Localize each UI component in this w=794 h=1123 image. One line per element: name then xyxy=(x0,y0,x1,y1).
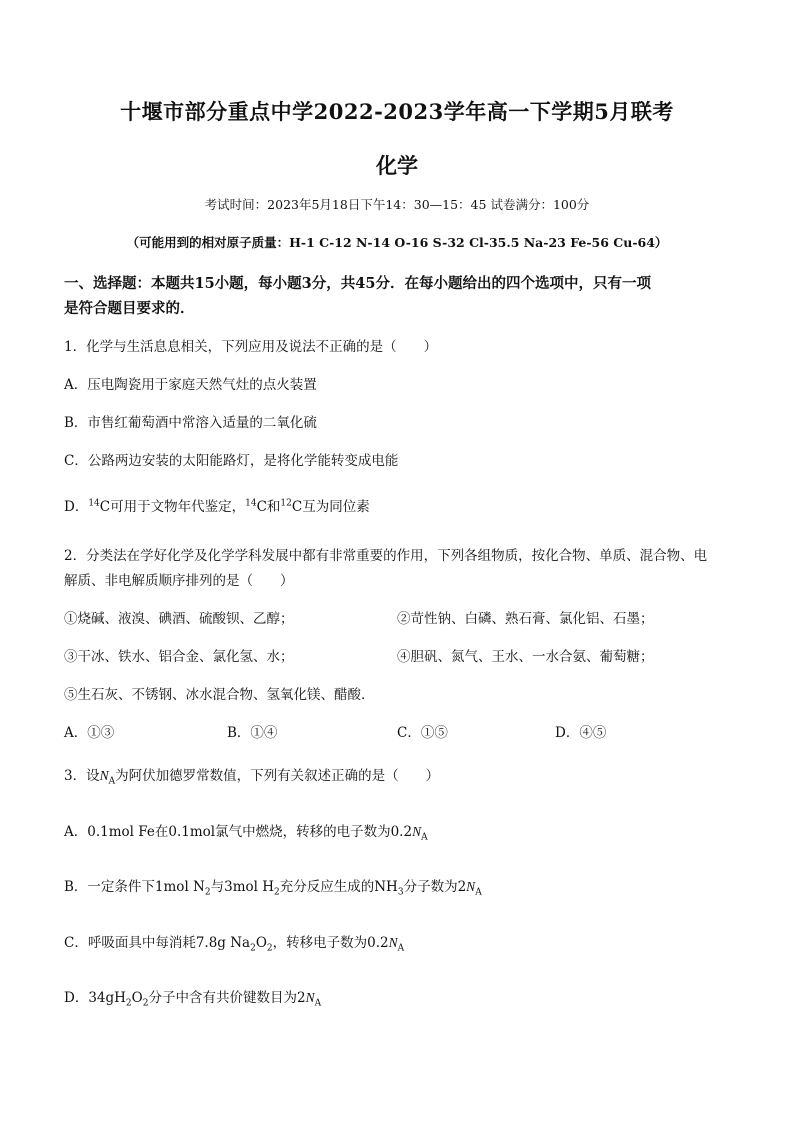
section-heading-line1: 一、选择题：本题共15小题，每小题3分，共45分．在每小题给出的四个选项中，只有一项 xyxy=(64,275,651,292)
q1-option-d: D．$^{14}$C可用于文物年代鉴定，$^{14}$C和$^{12}$C互为同位素 xyxy=(64,498,370,515)
q2-option-b: B．①④ xyxy=(227,725,278,741)
q2-group-1: ①烧碱、液溴、碘酒、硫酸钡、乙醇； xyxy=(64,611,294,627)
q3-option-b: B．一定条件下1mol $N_2$与3mol $H_2$充分反应生成的$NH_3$分子数为$2N_A$ xyxy=(64,879,482,898)
q1-option-c: C．公路两边安装的太阳能路灯，是将化学能转变成电能 xyxy=(64,453,399,469)
q2-stem-line1: 2．分类法在学好化学及化学学科发展中都有非常重要的作用，下列各组物质，按化合物、单质、混合物、电 xyxy=(64,548,708,564)
atomic-masses: （可能用到的相对原子质量：H-1 C-12 N-14 O-16 S-32 Cl-35.5 Na-23 Fe-56 Cu-64） xyxy=(126,235,668,250)
q2-option-d: D．④⑤ xyxy=(555,725,607,741)
q1-stem: 1．化学与生活息息相关，下列应用及说法不正确的是（ ） xyxy=(64,339,438,355)
q3-option-d: D．$34gH_2O_2$分子中含有共价键数目为$2N_A$ xyxy=(64,990,322,1009)
q1-option-b: B．市售红葡萄酒中常溶入适量的二氧化硫 xyxy=(64,415,317,431)
q2-group-2: ②苛性钠、白磷、熟石膏、氯化铝、石墨； xyxy=(397,611,654,627)
q2-group-5: ⑤生石灰、不锈钢、冰水混合物、氢氧化镁、醋酸． xyxy=(64,687,375,703)
q2-option-a: A．①③ xyxy=(64,725,115,741)
q3-option-a: A．0.1mol Fe在0.1mol氯气中燃烧，转移的电子数为$0.2N_A$ xyxy=(64,824,428,843)
section-heading xyxy=(64,271,651,321)
q3-stem: 3．设$N_A$为阿伏加德罗常数值，下列有关叙述正确的是（ ） xyxy=(64,768,440,787)
q1-option-a: A．压电陶瓷用于家庭天然气灶的点火装置 xyxy=(64,377,317,393)
q2-group-4: ④胆矾、氮气、王水、一水合氨、葡萄糖； xyxy=(397,649,654,665)
q3-option-c: C．呼吸面具中每消耗7.8g $Na_2O_2$，转移电子数为$0.2N_A$ xyxy=(64,935,405,954)
section-heading-line2: 是符合题目要求的． xyxy=(64,300,195,317)
exam-title: 十堰市部分重点中学2022-2023学年高一下学期5月联考 xyxy=(120,99,674,124)
q2-stem-line2: 解质、非电解质顺序排列的是（ ） xyxy=(64,573,294,589)
q2-group-3: ③干冰、铁水、铝合金、氯化氢、水； xyxy=(64,649,294,665)
q2-option-c: C．①⑤ xyxy=(397,725,448,741)
exam-info: 考试时间：2023年5月18日下午14：30—15：45 试卷满分：100分 xyxy=(204,197,590,212)
subject-title: 化学 xyxy=(376,153,418,178)
